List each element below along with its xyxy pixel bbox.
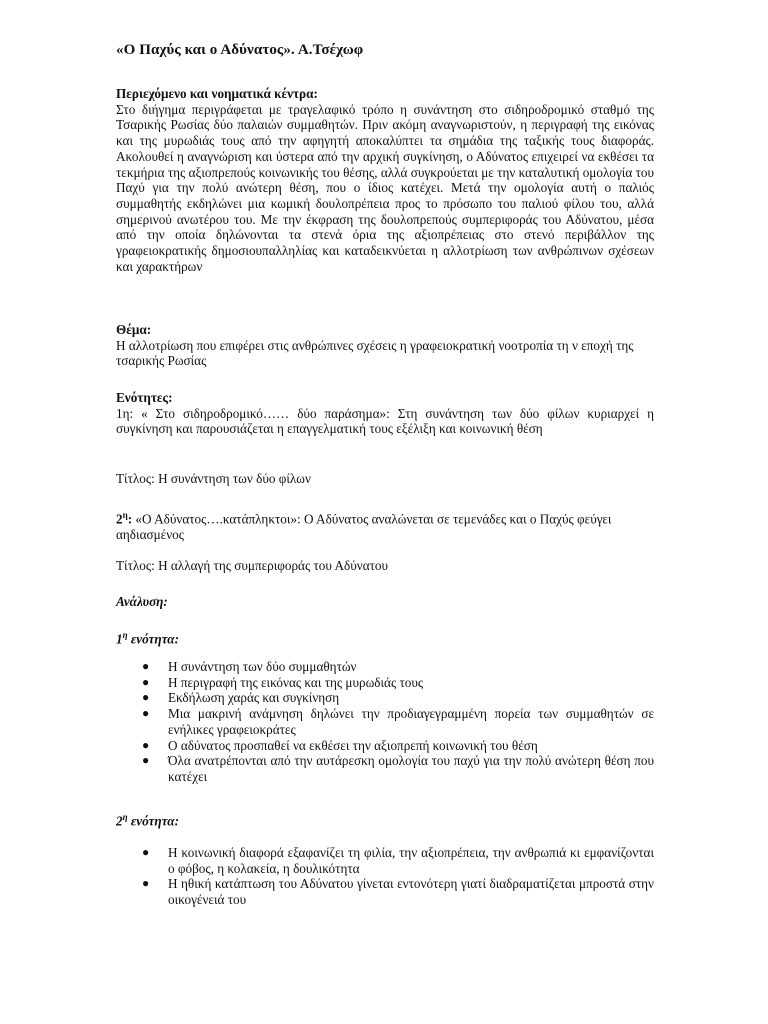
analysis-section1-heading bbox=[116, 628, 179, 647]
unit2-title: Τίτλος: Η αλλαγή της συμπεριφοράς του Αδύνατου bbox=[116, 558, 389, 573]
section2-number: 2 bbox=[116, 813, 123, 829]
unit2-paragraph bbox=[116, 508, 654, 543]
section1-label: ενότητα: bbox=[127, 631, 179, 647]
bullet-icon: ● bbox=[142, 845, 150, 859]
content-heading: Περιεχόμενο και νοηματικά κέντρα: bbox=[116, 86, 318, 101]
analysis-heading: Ανάλυση: bbox=[116, 594, 168, 609]
bullet-icon: ● bbox=[142, 876, 150, 891]
bullet-icon: ● bbox=[142, 690, 150, 705]
theme-section bbox=[116, 322, 654, 369]
content-paragraph: Στο διήγημα περιγράφεται με τραγελαφικό τρόπο η συνάντηση στο σιδηροδρομικό σταθμό της Τσαρικής Ρωσίας δύο παλαιών συμμαθητών. Πριν ακόμη αναγνωριστούν, η περιγραφή της εικόνας και της μυρωδιάς τους από την αφηγητή αποκαλύπτει τα σημάδια της ταξικής τους διαφοράς. Ακολουθεί η αναγνώριση και ύστερα από την αρχική συγκίνηση, ο Αδύνατος επιχειρεί να εκθέσει τα τεκμήρια της αξιοπρεπούς κοινωνικής του θέσης, αλλά συγκρούεται με την καταλυτική ομολογία του Παχύ για την πολύ ανώτερη θέση, που ο ίδιος κατέχει. Μετά την ομολογία αυτή ο παλιός συμμαθητής εκδηλώνει μια κωμική δουλοπρέπεια προς το πρόσωπο του παλιού φίλου του, αλλά σημερινού ανωτέρου του. Με την έκφραση της δουλοπρεπούς συμπεριφοράς του Αδύνατου, μέσα από την οποία δηλώνονται τα στενά όρια της αξιοπρέπειας στο στενό περιβάλλον της γραφειοκρατικής δημοσιουπαλληλίας και καταδεικνύεται η αλλοτρίωση των ανθρώπινων σχέσεων και χαρακτήρων bbox=[116, 101, 654, 274]
list-item: ● Η κοινωνική διαφορά εξαφανίζει τη φιλία, την αξιοπρέπεια, την ανθρωπιά κι εμφανίζονται ο φόβος, η κολακεία, η δουλικότητα bbox=[142, 845, 654, 876]
theme-heading: Θέμα: bbox=[116, 322, 152, 337]
unit1-title: Τίτλος: Η συνάντηση των δύο φίλων bbox=[116, 471, 311, 486]
list-item: ● Η συνάντηση των δύο συμμαθητών bbox=[142, 659, 357, 674]
units-section bbox=[116, 390, 654, 437]
unit2-number: 2 bbox=[116, 511, 123, 527]
list-item: ● Η ηθική κατάπτωση του Αδύνατου γίνεται εντονότερη γιατί διαδραματίζεται μπροστά στην οικογένειά του bbox=[142, 876, 654, 908]
bullet-icon: ● bbox=[142, 753, 150, 768]
section2-sup: η bbox=[122, 812, 128, 822]
unit2-sup: η bbox=[122, 510, 128, 520]
bullet-icon: ● bbox=[142, 659, 150, 673]
section1-list bbox=[138, 659, 654, 785]
bullet-icon: ● bbox=[142, 674, 150, 689]
bullet-icon: ● bbox=[142, 737, 150, 752]
content-section bbox=[116, 86, 654, 274]
section2-list bbox=[138, 845, 654, 908]
unit2-text: «Ο Αδύνατος….κατάπληκτοι»: Ο Αδύνατος αναλώνεται σε τεμενάδες και ο Παχύς φεύγει αηδιασμένος bbox=[116, 511, 612, 543]
list-item: ● Ο αδύνατος προσπαθεί να εκθέσει την αξιοπρεπή κοινωνική του θέση bbox=[142, 737, 538, 753]
bullet-icon: ● bbox=[142, 706, 150, 721]
units-heading: Ενότητες: bbox=[116, 390, 173, 405]
list-item: ● Η περιγραφή της εικόνας και της μυρωδιάς τους bbox=[142, 674, 424, 690]
section1-sup: η bbox=[122, 630, 128, 640]
list-item: ● Όλα ανατρέπονται από την αυτάρεσκη ομολογία του παχύ για την πολύ ανώτερη θέση που κατέχει bbox=[142, 753, 654, 784]
unit2-colon: : bbox=[127, 511, 133, 527]
section2-label: ενότητα: bbox=[127, 813, 179, 829]
unit1-paragraph: 1η: « Στο σιδηροδρομικό…… δύο παράσημα»: Στη συνάντηση των δύο φίλων κυριαρχεί η συγκίνηση και παρουσιάζεται η επαγγελματική τους εξέλιξη και κοινωνική θέση bbox=[116, 405, 654, 437]
section1-number: 1 bbox=[116, 631, 123, 647]
list-item: ● Εκδήλωση χαράς και συγκίνηση bbox=[142, 690, 340, 706]
theme-paragraph: Η αλλοτρίωση που επιφέρει στις ανθρώπινες σχέσεις η γραφειοκρατική νοοτροπία τη ν εποχή της τσαρικής Ρωσίας bbox=[116, 337, 634, 369]
list-item: ● Μια μακρινή ανάμνηση δηλώνει την προδιαγεγραμμένη πορεία των συμμαθητών σε ενήλικες γραφειοκράτες bbox=[142, 706, 654, 737]
document-title: «Ο Παχύς και ο Αδύνατος». Α.Τσέχωφ bbox=[116, 42, 364, 58]
analysis-section2-heading bbox=[116, 810, 179, 829]
